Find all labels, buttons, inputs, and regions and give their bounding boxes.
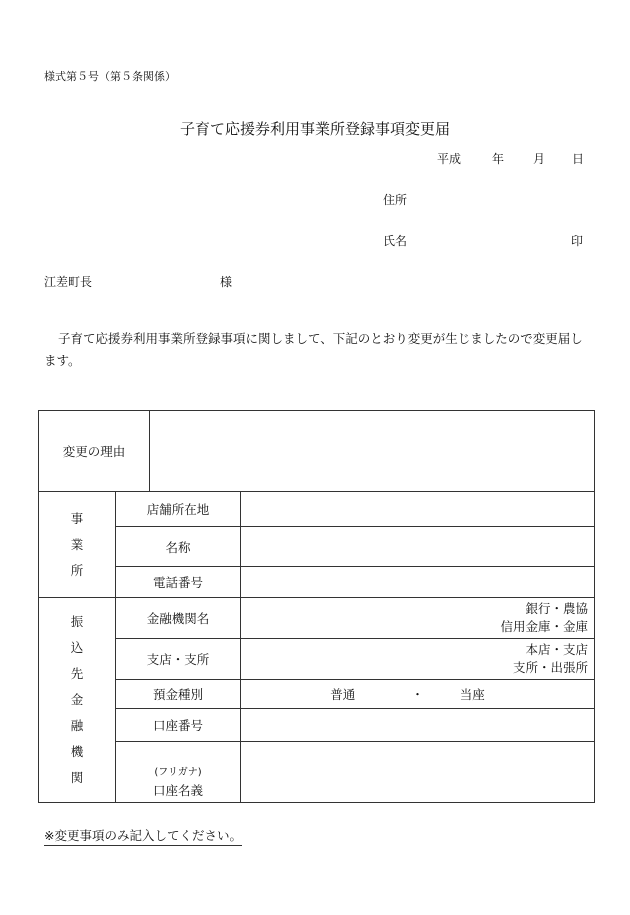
seal-mark: 印 bbox=[571, 234, 584, 248]
bank-type-option-1: 銀行・農協 bbox=[525, 601, 589, 616]
business-group-label: 事 業 所 bbox=[39, 492, 116, 598]
branch-label: 支店・支所 bbox=[116, 639, 241, 680]
bank-group-label: 振 込 先 金 融 機 関 bbox=[39, 598, 116, 803]
bank-name-field[interactable] bbox=[241, 598, 595, 639]
bank-type-option-2: 信用金庫・金庫 bbox=[500, 619, 589, 634]
account-holder-text: 口座名義 bbox=[153, 783, 204, 798]
footnote: ※変更事項のみ記入してください。 bbox=[44, 826, 242, 846]
furigana-label: (フリガナ) bbox=[154, 767, 202, 778]
date-day: 日 bbox=[572, 152, 585, 166]
store-address-label: 店舗所在地 bbox=[116, 492, 241, 527]
branch-option-1: 本店・支店 bbox=[525, 642, 589, 657]
date-year: 年 bbox=[492, 152, 505, 166]
reason-label: 変更の理由 bbox=[39, 411, 150, 492]
phone-field[interactable] bbox=[241, 567, 595, 598]
addressee-name: 江差町長 bbox=[44, 275, 93, 289]
account-holder-field[interactable] bbox=[241, 742, 595, 803]
deposit-separator: ・ bbox=[411, 687, 424, 702]
business-name-label: 名称 bbox=[116, 527, 241, 567]
deposit-current[interactable]: 当座 bbox=[459, 687, 485, 702]
bank-name-label: 金融機関名 bbox=[116, 598, 241, 639]
account-number-field[interactable] bbox=[241, 709, 595, 742]
branch-option-2: 支所・出張所 bbox=[513, 660, 589, 675]
date-month: 月 bbox=[533, 152, 546, 166]
store-address-field[interactable] bbox=[241, 492, 595, 527]
name-label: 氏名 bbox=[383, 234, 408, 248]
phone-label: 電話番号 bbox=[116, 567, 241, 598]
address-label: 住所 bbox=[383, 193, 408, 207]
account-holder-label bbox=[116, 742, 241, 803]
body-paragraph: 子育て応援券利用事業所登録事項に関しまして、下記のとおり変更が生じましたので変更届します。 bbox=[44, 331, 583, 368]
date-era: 平成 bbox=[437, 152, 462, 166]
account-number-label: 口座番号 bbox=[116, 709, 241, 742]
reason-field[interactable] bbox=[150, 411, 595, 492]
business-name-field[interactable] bbox=[241, 527, 595, 567]
registration-change-table bbox=[38, 410, 595, 803]
addressee-honorific: 様 bbox=[220, 275, 233, 289]
deposit-type-label: 預金種別 bbox=[116, 680, 241, 709]
document-title: 子育て応援券利用事業所登録事項変更届 bbox=[179, 120, 450, 138]
form-number: 様式第５号（第５条関係） bbox=[44, 70, 176, 83]
deposit-ordinary[interactable]: 普通 bbox=[330, 687, 356, 702]
branch-field[interactable] bbox=[241, 639, 595, 680]
deposit-type-field[interactable] bbox=[241, 680, 595, 709]
